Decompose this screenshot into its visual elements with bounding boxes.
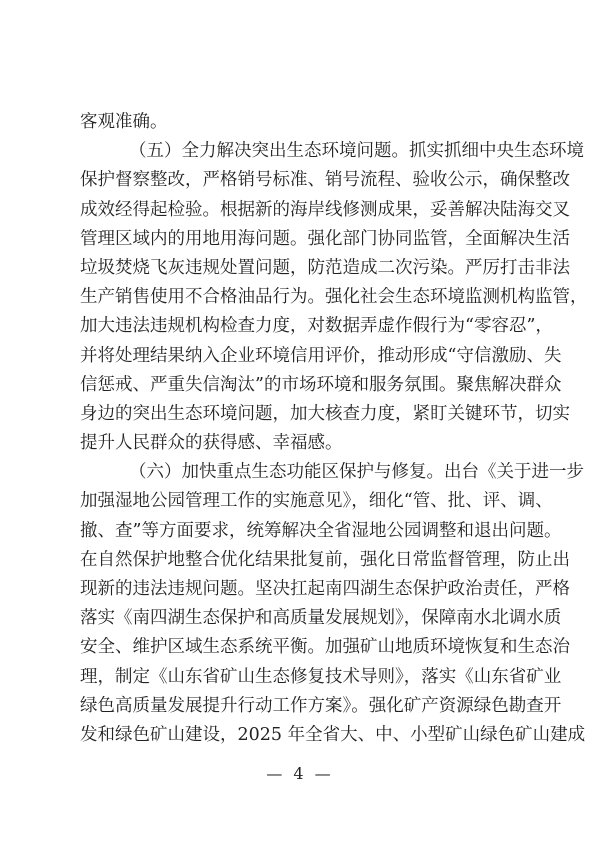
text-line: 绿色高质量发展提升行动工作方案》。强化矿产资源绿色勘查开 bbox=[80, 695, 562, 716]
section-heading-line: （五）全力解决突出生态环境问题。抓实抓细中央生态环境 bbox=[129, 141, 584, 162]
text-line: 垃圾焚烧飞灰违规处置问题，防范造成二次污染。严厉打击非法 bbox=[80, 257, 570, 278]
text-line: 客观准确。 bbox=[80, 112, 168, 132]
text-line: 落实《南四湖生态保护和高质量发展规划》，保障南水北调水质 bbox=[80, 608, 562, 629]
text-line: 在自然保护地整合优化结果批复前，强化日常监督管理，防止出 bbox=[80, 549, 570, 570]
text-line: 信惩戒、严重失信淘汰”的市场环境和服务氛围。聚焦解决群众 bbox=[80, 374, 562, 395]
page-number: — 4 — bbox=[266, 764, 334, 783]
text-line: 管理区域内的用地用海问题。强化部门协同监管，全面解决生活 bbox=[80, 228, 570, 249]
text-line: 加强湿地公园管理工作的实施意见》，细化“管、批、评、调、 bbox=[80, 491, 553, 512]
text-line: 并将处理结果纳入企业环境信用评价，推动形成“守信激励、失 bbox=[80, 345, 562, 366]
text-line: 身边的突出生态环境问题，加大核查力度，紧盯关键环节，切实 bbox=[80, 403, 570, 424]
text-line: 现新的违法违规问题。坚决扛起南四湖生态保护政治责任，严格 bbox=[80, 579, 570, 599]
document-body bbox=[80, 108, 588, 750]
text-line: 撤、查”等方面要求，统筹解决全省湿地公园调整和退出问题。 bbox=[80, 520, 562, 541]
text-line: 安全、维护区域生态系统平衡。加强矿山地质环境恢复和生态治 bbox=[80, 637, 570, 658]
section-heading-line: （六）加快重点生态功能区保护与修复。出台《关于进一步 bbox=[129, 462, 584, 483]
text-line: 提升人民群众的获得感、幸福感。 bbox=[80, 433, 343, 454]
text-line: 发和绿色矿山建设，2025 年全省大、中、小型矿山绿色矿山建成 bbox=[80, 724, 586, 745]
text-line: 生产销售使用不合格油品行为。强化社会生态环境监测机构监管， bbox=[80, 287, 588, 308]
text-line: 理，制定《山东省矿山生态修复技术导则》，落实《山东省矿业 bbox=[80, 666, 562, 687]
text-line: 保护督察整改，严格销号标准、销号流程、验收公示，确保整改 bbox=[80, 170, 570, 191]
text-line: 加大违法违规机构检查力度，对数据弄虚作假行为“零容忍”， bbox=[80, 316, 553, 337]
text-line: 成效经得起检验。根据新的海岸线修测成果，妥善解决陆海交叉 bbox=[80, 199, 570, 220]
